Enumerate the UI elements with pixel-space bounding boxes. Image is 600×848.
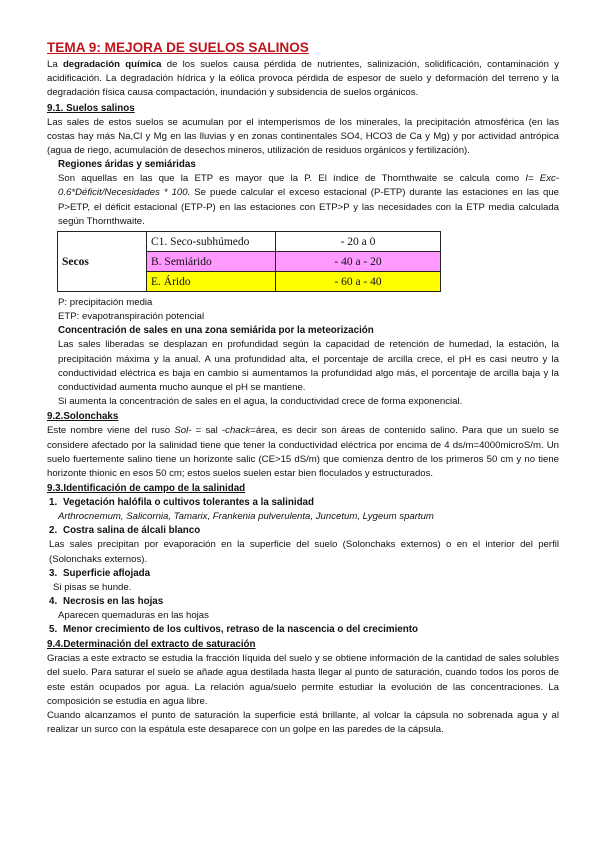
- section-9-2-text: [47, 424, 559, 481]
- secos-label: Secos: [58, 232, 147, 292]
- table-cell: B. Semiárido: [147, 252, 276, 272]
- aridity-table: [57, 231, 441, 292]
- intro-paragraph: [47, 58, 559, 101]
- regiones-text-a: Son aquellas en las que la ETP es mayor que la P. El índice de Thornthwaite se calcula como: [58, 173, 526, 185]
- list-item: [49, 623, 559, 637]
- list-item: [49, 595, 559, 609]
- table-cell: - 40 a - 20: [276, 252, 441, 272]
- list-label: Menor crecimiento de los cultivos, retraso de la nascencia o del crecimiento: [63, 624, 418, 636]
- list-label: Necrosis en las hojas: [63, 596, 164, 608]
- solonchak-text-b: = sal -: [191, 425, 226, 437]
- subheading-concentracion: Concentración de sales en una zona semiárida por la meteorización: [58, 325, 374, 337]
- list-number: 4.: [49, 596, 58, 608]
- list-item: [49, 524, 559, 538]
- section-9-1-heading: 9.1. Suelos salinos: [47, 102, 135, 114]
- section-9-4-text: Gracias a este extracto se estudia la fracción líquida del suelo y se obtiene información de la cantidad de sales solubles del suelo. Para saturar el suelo se añade agua destilada hasta llegar al punto de saturación, cuando todos los poros de este están ocupados por agua. La relación agua/suelo permite estudiar la evolución de las concentraciones. La composición se estudia en agua libre.: [47, 653, 559, 707]
- concentracion-text: Las sales liberadas se desplazan en profundidad según la capacidad de retención de humedad, la estación, la precipitación máxima y la anual. A una profundidad alta, el porcentaje de arcilla crece, el pH es casi neutro y la conductividad eléctrica es baja en cambio si aumentamos la profundidad algo más, el porcentaje de arcilla baja y la conductividad aumenta mucho aunque el pH se mantiene.: [58, 339, 559, 394]
- table-cell: E. Árido: [147, 272, 276, 292]
- intro-bold: degradación química: [62, 59, 162, 70]
- list-item: [49, 496, 559, 510]
- list-detail: Si pisas se hunde.: [53, 581, 132, 593]
- list-number: 3.: [49, 567, 58, 579]
- list-detail: Aparecen quemaduras en las hojas: [58, 610, 209, 622]
- regiones-text-b: Se puede calcular el exceso estacional (P-ETP) durante las estaciones en las que P>ETP, el déficit estacional (ETP-P) en las estaciones con ETP>P y las necesidades con la ETP media calculada según Thornthwaite.: [58, 187, 560, 227]
- legend-p: P: precipitación media: [58, 297, 153, 309]
- list-number: 1.: [49, 497, 58, 509]
- list-detail: Las sales precipitan por evaporación en la superficie del suelo (Solonchaks externos) o en el interior del perfil (Solonchaks externos).: [49, 539, 559, 565]
- list-item: [49, 567, 559, 581]
- page-title: TEMA 9: MEJORA DE SUELOS SALINOS: [47, 40, 309, 55]
- document-page: [47, 40, 559, 738]
- list-number: 2.: [49, 525, 58, 537]
- intro-pre: La: [47, 59, 63, 70]
- table-cell: - 60 a - 40: [276, 272, 441, 292]
- solonchak-italic-b: chack: [225, 425, 251, 437]
- list-label: Vegetación halófila o cultivos tolerantes a la salinidad: [63, 497, 314, 509]
- legend-etp: ETP: evapotranspiración potencial: [58, 311, 205, 323]
- table-cell: C1. Seco-subhúmedo: [147, 232, 276, 252]
- section-9-3-heading: 9.3.Identificación de campo de la salinidad: [47, 483, 246, 495]
- section-9-4-heading: 9.4.Determinación del extracto de saturación: [47, 639, 256, 651]
- intro-post: de los suelos causa pérdida de nutrientes, salinización, solidificación, contaminación y acidificación. La degradación hídrica y la eólica provoca pérdida de espesor de suelo y deformación del terreno y la degradación física causa compactación, inundación y subsidencia de suelos orgánicos.: [47, 59, 560, 99]
- list-label: Superficie aflojada: [63, 567, 151, 579]
- regiones-text: [58, 172, 559, 229]
- section-9-4-text-2: Cuando alcanzamos el punto de saturación la superficie está brillante, al volcar la cápsula no sobrenada agua y al realizar un surco con la espátula este desaparece con un golpe en las paredes de la cápsula.: [47, 710, 559, 736]
- solonchak-italic-a: Sol-: [174, 425, 192, 437]
- subheading-regiones: Regiones áridas y semiáridas: [58, 159, 196, 171]
- concentracion-text-2: Si aumenta la concentración de sales en el agua, la conductividad crece de forma exponencial.: [58, 396, 463, 408]
- list-number: 5.: [49, 624, 58, 636]
- table-row: [58, 232, 441, 252]
- list-label: Costra salina de álcali blanco: [63, 525, 201, 537]
- section-9-2-heading: 9.2.Solonchaks: [47, 411, 119, 423]
- solonchak-text-a: Este nombre viene del ruso: [47, 425, 175, 437]
- solonchak-text-c: =área, es decir son áreas de contenido salino. Para que un suelo se considere afectado por la salinidad tiene que tener la conductividad eléctrica por encima de 4 ds/m=4000microS/m. Un suelo fuertemente salino tiene un horizonte salic (CE>15 dS/m) que comienza dentro de los primeros 50 cm y no tiene horizonte thionic en esos 50 cm; estos suelos suelen estar bien floculados y estructurados.: [47, 425, 559, 480]
- list-detail: Arthrocnemum, Salicornia, Tamarix, Frankenia pulverulenta, Juncetum, Lygeum spartum: [58, 511, 434, 523]
- table-cell: - 20 a 0: [276, 232, 441, 252]
- thornthwaite-formula: I= Exc-0.6*Déficit/Necesidades * 100.: [58, 173, 559, 199]
- section-9-1-text: Las sales de estos suelos se acumulan por el intemperismos de los minerales, la precipitación atmosférica (en las costas hay más Na,Cl y Mg en las lluvias y en zonas continentales SO4, HCO3 de Ca y Mg) y por actividad antrópica (agua de riego, acumulación de desechos mineros, utilización de residuos orgánicos y fertilización).: [47, 116, 559, 157]
